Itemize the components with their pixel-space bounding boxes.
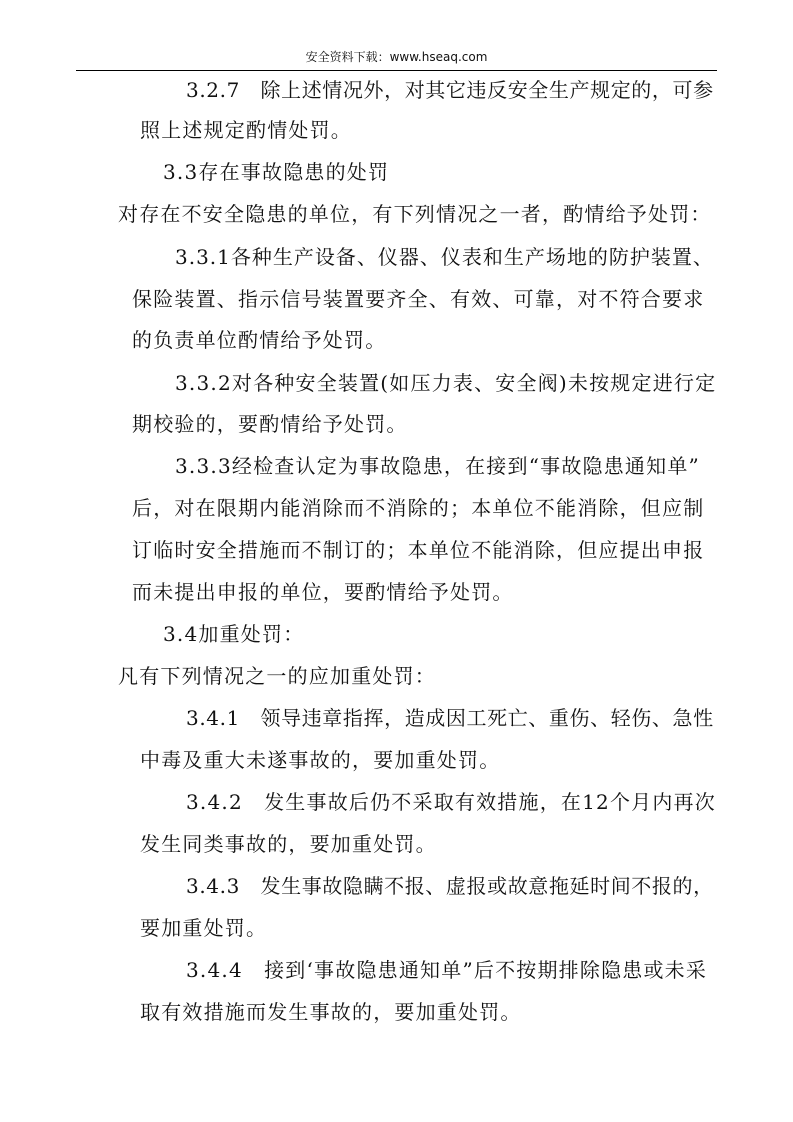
text-line: 3.4.1 领导违章指挥，造成因工死亡、重伤、轻伤、急性 — [186, 706, 714, 730]
text-line: 取有效措施而发生事故的，要加重处罚。 — [140, 1000, 522, 1024]
page-header: 安全资料下载：www.hseaq.com — [305, 50, 488, 64]
section-heading: 3.3存在事故隐患的处罚 — [163, 160, 390, 184]
text-line: 照上述规定酌情处罚。 — [140, 118, 352, 142]
text-line: 3.3.2对各种安全装置(如压力表、安全阀)未按规定进行定 — [175, 371, 717, 395]
text-line: 对存在不安全隐患的单位，有下列情况之一者，酌情给予处罚： — [118, 202, 712, 226]
text-line: 期校验的，要酌情给予处罚。 — [132, 412, 408, 436]
text-line: 订临时安全措施而不制订的；本单位不能消除，但应提出申报 — [132, 538, 705, 562]
text-line: 3.4.2 发生事故后仍不采取有效措施，在12个月内再次 — [186, 790, 716, 814]
text-line: 后，对在限期内能消除而不消除的；本单位不能消除，但应制 — [132, 496, 705, 520]
text-line: 而未提出申报的单位，要酌情给予处罚。 — [132, 580, 514, 604]
text-line: 中毒及重大未遂事故的，要加重处罚。 — [140, 748, 501, 772]
text-line: 3.3.3经检查认定为事故隐患，在接到“事故隐患通知单” — [175, 454, 700, 478]
section-heading: 3.4加重处罚： — [163, 622, 305, 646]
text-line: 3.3.1各种生产设备、仪器、仪表和生产场地的防护装置、 — [175, 245, 714, 269]
text-line: 3.4.4 接到‘事故隐患通知单”后不按期排除隐患或未采 — [186, 958, 708, 982]
text-line: 发生同类事故的，要加重处罚。 — [140, 832, 437, 856]
text-line: 的负责单位酌情给予处罚。 — [132, 328, 387, 352]
text-line: 保险装置、指示信号装置要齐全、有效、可靠，对不符合要求 — [132, 287, 705, 311]
text-line: 凡有下列情况之一的应加重处罚： — [118, 664, 436, 688]
text-line: 要加重处罚。 — [140, 916, 268, 940]
text-line: 3.4.3 发生事故隐瞒不报、虚报或故意拖延时间不报的， — [186, 874, 714, 898]
text-line: 3.2.7 除上述情况外，对其它违反安全生产规定的，可参 — [186, 78, 714, 102]
